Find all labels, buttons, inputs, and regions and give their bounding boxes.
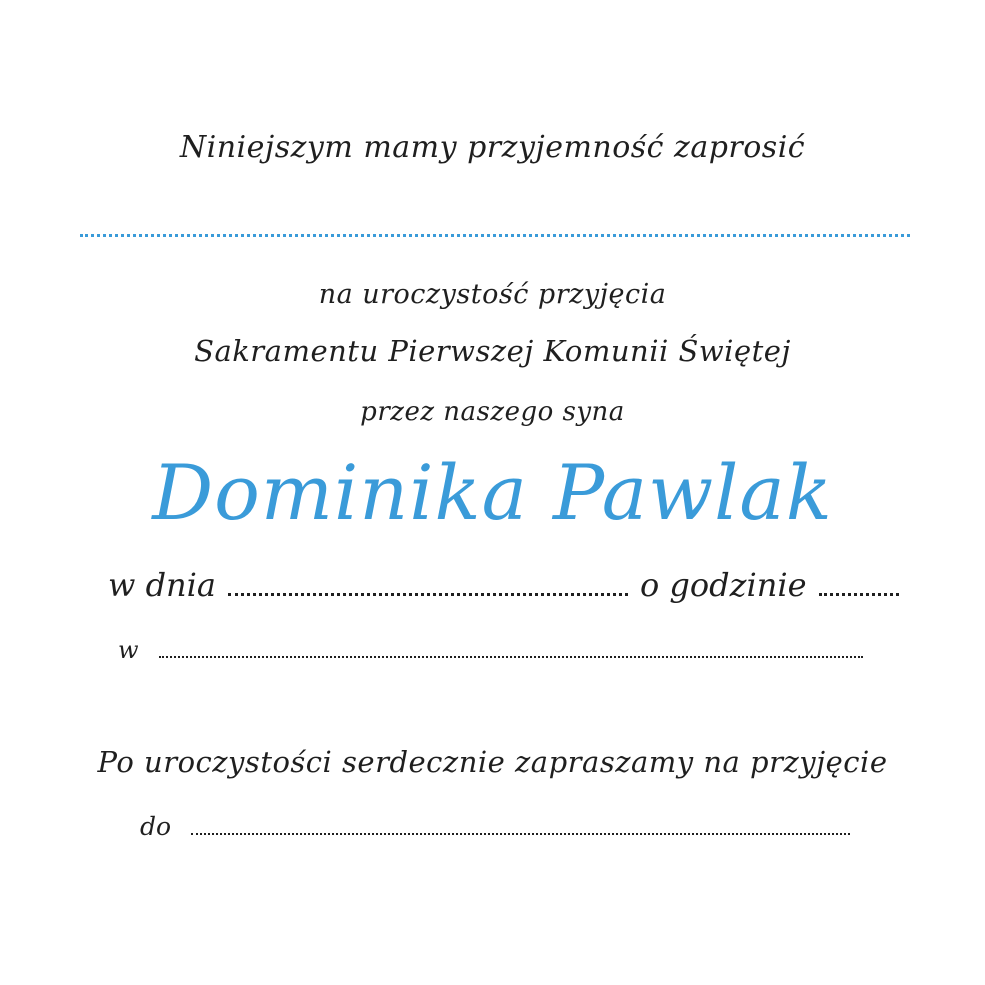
reception-place-label: do (140, 812, 172, 841)
occasion-line-2: Sakramentu Pierwszej Komunii Świętej (194, 334, 791, 368)
hour-field[interactable] (819, 593, 899, 596)
place-field[interactable] (159, 656, 863, 658)
occasion-line-1: na uroczystość przyjęcia (318, 279, 667, 310)
guest-name-field[interactable] (80, 234, 910, 237)
date-time-row (108, 566, 878, 604)
reception-text: Po uroczystości serdecznie zapraszamy na przyjęcie (97, 745, 888, 779)
place-label: w (118, 636, 139, 664)
hour-label: o godzinie (639, 566, 807, 604)
date-label: w dnia (108, 566, 216, 604)
intro-text: Niniejszym mamy przyjemność zaprosić (179, 130, 806, 165)
reception-place-row (140, 812, 850, 841)
child-name: Dominika Pawlak (152, 448, 833, 537)
place-row (118, 636, 863, 664)
date-field[interactable] (228, 593, 628, 596)
occasion-line-3: przez naszego syna (360, 397, 625, 427)
reception-place-field[interactable] (191, 833, 850, 835)
